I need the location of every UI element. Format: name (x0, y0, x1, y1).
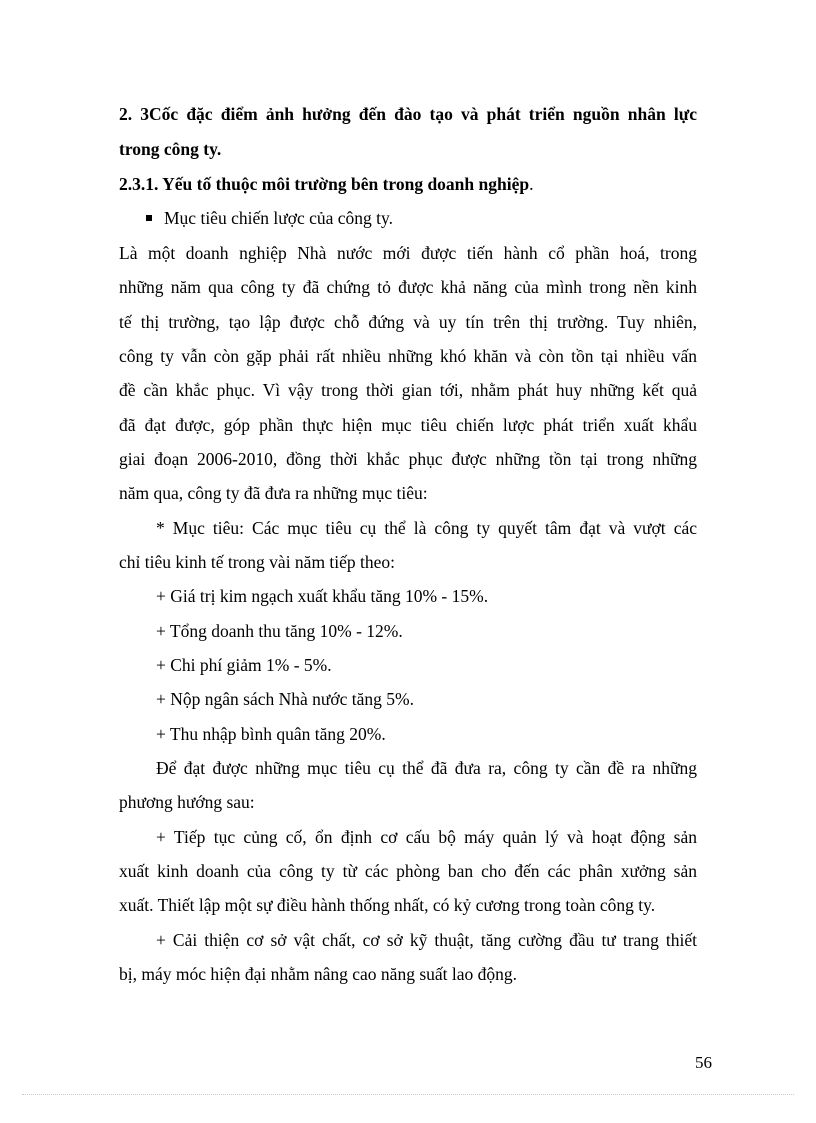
paragraph-1-line-5: đề cần khắc phục. Vì vậy trong thời gian tới, nhằm phát huy những kết quả (119, 380, 697, 400)
subsection-heading-punct: . (529, 174, 534, 194)
direction-1-line-2: xuất kinh doanh của công ty từ các phòng ban cho đến các phân xưởng sản (119, 861, 697, 881)
section-heading-line-1: 2. 3Cốc đặc điểm ảnh hưởng đến đào tạo và phát triển nguồn nhân lực (119, 104, 697, 124)
paragraph-1-line-1: Là một doanh nghiệp Nhà nước mới được tiến hành cổ phần hoá, trong (119, 243, 697, 263)
direction-2-line-2: bị, máy móc hiện đại nhằm nâng cao năng suất lao động. (119, 964, 518, 984)
objective-item: + Nộp ngân sách Nhà nước tăng 5%. (156, 689, 414, 709)
section-heading-line-2: trong công ty. (119, 139, 222, 159)
objectives-intro-line-1: * Mục tiêu: Các mục tiêu cụ thể là công ty quyết tâm đạt và vượt các (156, 518, 697, 538)
bullet-item-text: Mục tiêu chiến lược của công ty. (164, 208, 393, 228)
paragraph-1-line-7: giai đoạn 2006-2010, đồng thời khắc phục được những tồn tại trong những (119, 449, 697, 469)
directions-intro-line-2: phương hướng sau: (119, 792, 255, 812)
objective-item: + Giá trị kim ngạch xuất khẩu tăng 10% - 15%. (156, 586, 489, 606)
objective-item: + Thu nhập bình quân tăng 20%. (156, 724, 386, 744)
objective-item: + Tổng doanh thu tăng 10% - 12%. (156, 621, 403, 641)
bullet-item (146, 206, 724, 230)
objective-item: + Chi phí giảm 1% - 5%. (156, 655, 332, 675)
direction-2-line-1: + Cải thiện cơ sở vật chất, cơ sở kỹ thuật, tăng cường đầu tư trang thiết (156, 930, 697, 950)
paragraph-1-line-3: tế thị trường, tạo lập được chỗ đứng và uy tín trên thị trường. Tuy nhiên, (119, 312, 697, 332)
direction-1-line-3: xuất. Thiết lập một sự điều hành thống nhất, có kỷ cương trong toàn công ty. (119, 895, 656, 915)
objectives-intro-line-2: chỉ tiêu kinh tế trong vài năm tiếp theo: (119, 552, 396, 572)
direction-1-line-1: + Tiếp tục củng cố, ổn định cơ cấu bộ máy quản lý và hoạt động sản (156, 827, 697, 847)
subsection-heading (119, 172, 697, 196)
paragraph-1-line-2: những năm qua công ty đã chứng tỏ được khả năng của mình trong nền kinh (119, 277, 697, 297)
subsection-heading-text: 2.3.1. Yếu tố thuộc môi trường bên trong doanh nghiệp (119, 174, 530, 194)
page-number: 56 (695, 1053, 712, 1072)
paragraph-1-line-8: năm qua, công ty đã đưa ra những mục tiêu: (119, 483, 428, 503)
paragraph-1-line-4: công ty vẫn còn gặp phải rất nhiều những khó khăn và còn tồn tại nhiều vấn (119, 346, 697, 366)
directions-intro-line-1: Để đạt được những mục tiêu cụ thể đã đưa ra, công ty cần đề ra những (156, 758, 697, 778)
paragraph-1-line-6: đã đạt được, góp phần thực hiện mục tiêu chiến lược phát triển xuất khẩu (119, 415, 697, 435)
page-bottom-divider (22, 1094, 794, 1095)
square-bullet-icon (146, 215, 152, 221)
